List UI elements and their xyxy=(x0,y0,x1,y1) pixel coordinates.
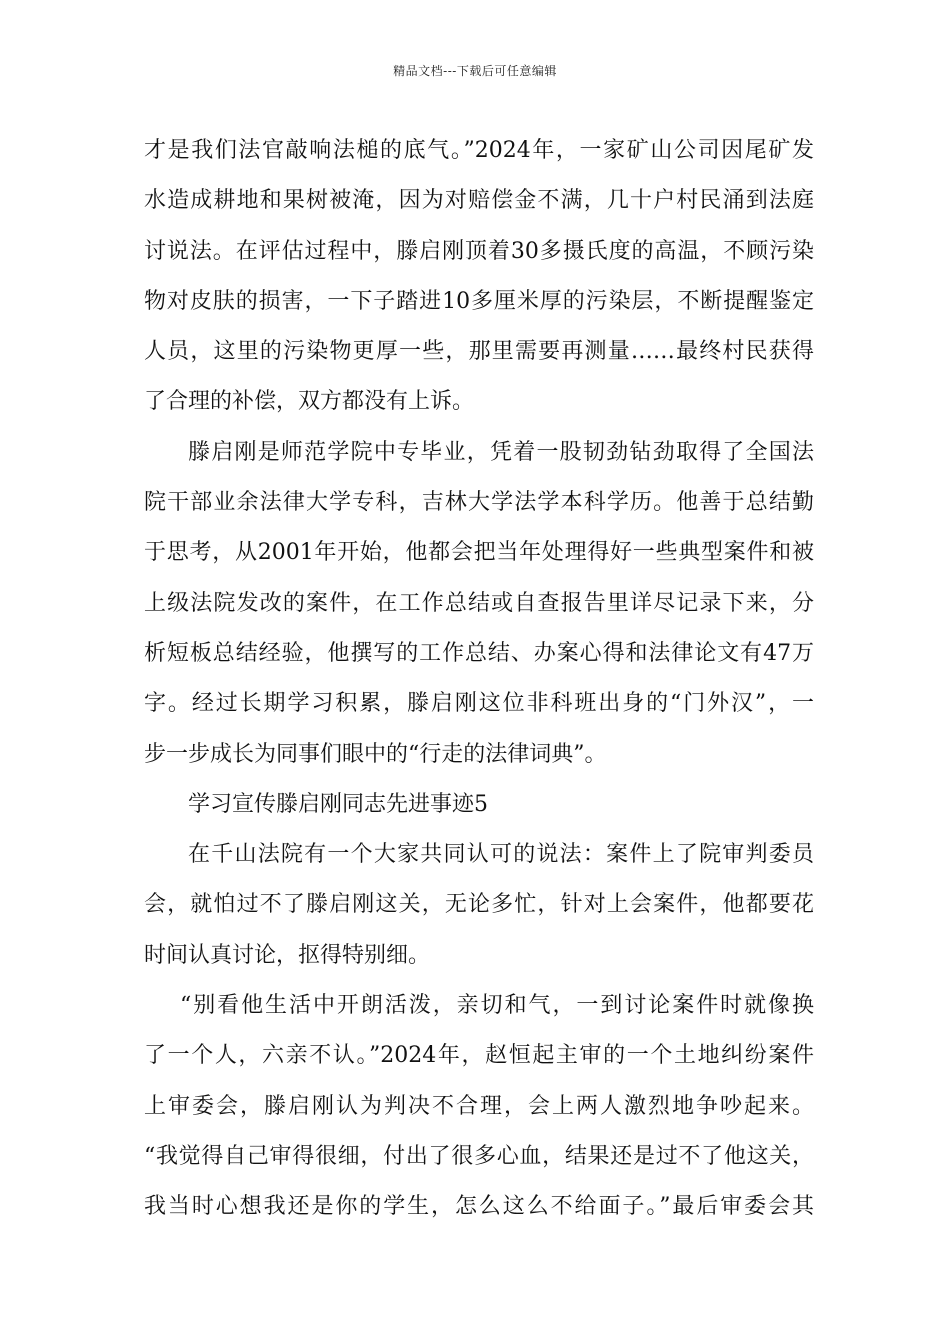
text-line: 析短板总结经验，他撰写的工作总结、办案心得和法律论文有47万 xyxy=(144,640,814,666)
text-line: 上审委会，滕启刚认为判决不合理，会上两人激烈地争吵起来。 xyxy=(144,1093,814,1119)
text-line: 人员，这里的污染物更厚一些，那里需要再测量……最终村民获得 xyxy=(144,339,814,365)
text-line: 在千山法院有一个大家共同认可的说法：案件上了院审判委员 xyxy=(188,842,814,868)
text-line: 步一步成长为同事们眼中的“行走的法律词典”。 xyxy=(144,741,607,767)
text-line: 字。经过长期学习积累，滕启刚这位非科班出身的“门外汉”，一 xyxy=(144,691,814,717)
text-line: 水造成耕地和果树被淹，因为对赔偿金不满，几十户村民涌到法庭 xyxy=(144,188,814,214)
text-line: 物对皮肤的损害，一下子踏进10多厘米厚的污染层，不断提醒鉴定 xyxy=(144,288,814,314)
text-line: 会，就怕过不了滕启刚这关，无论多忙，针对上会案件，他都要花 xyxy=(144,892,814,918)
text-line: 讨说法。在评估过程中，滕启刚顶着30多摄氏度的高温，不顾污染 xyxy=(144,238,814,264)
text-line: 了一个人，六亲不认。”2024年，赵恒起主审的一个土地纠纷案件 xyxy=(144,1043,814,1069)
text-line: 时间认真讨论，抠得特别细。 xyxy=(144,942,431,968)
text-line: 于思考，从2001年开始，他都会把当年处理得好一些典型案件和被 xyxy=(144,540,814,566)
text-line: 院干部业余法律大学专科，吉林大学法学本科学历。他善于总结勤 xyxy=(144,490,814,516)
document-body xyxy=(144,126,814,1233)
text-line: 上级法院发改的案件，在工作总结或自查报告里详尽记录下来，分 xyxy=(144,590,814,616)
text-line: “我觉得自己审得很细，付出了很多心血，结果还是过不了他这关， xyxy=(144,1143,814,1169)
text-line: 了合理的补偿，双方都没有上诉。 xyxy=(144,389,475,415)
text-line: 我当时心想我还是你的学生，怎么这么不给面子。”最后审委会其 xyxy=(144,1194,814,1220)
section-heading: 学习宣传滕启刚同志先进事迹5 xyxy=(188,791,488,817)
text-line: 滕启刚是师范学院中专毕业，凭着一股韧劲钻劲取得了全国法 xyxy=(188,439,814,465)
text-line: “别看他生活中开朗活泼，亲切和气，一到讨论案件时就像换 xyxy=(180,993,814,1019)
text-line: 才是我们法官敲响法槌的底气。”2024年，一家矿山公司因尾矿发 xyxy=(144,138,814,163)
page-header: 精品文档---下载后可任意编辑 xyxy=(393,64,557,78)
